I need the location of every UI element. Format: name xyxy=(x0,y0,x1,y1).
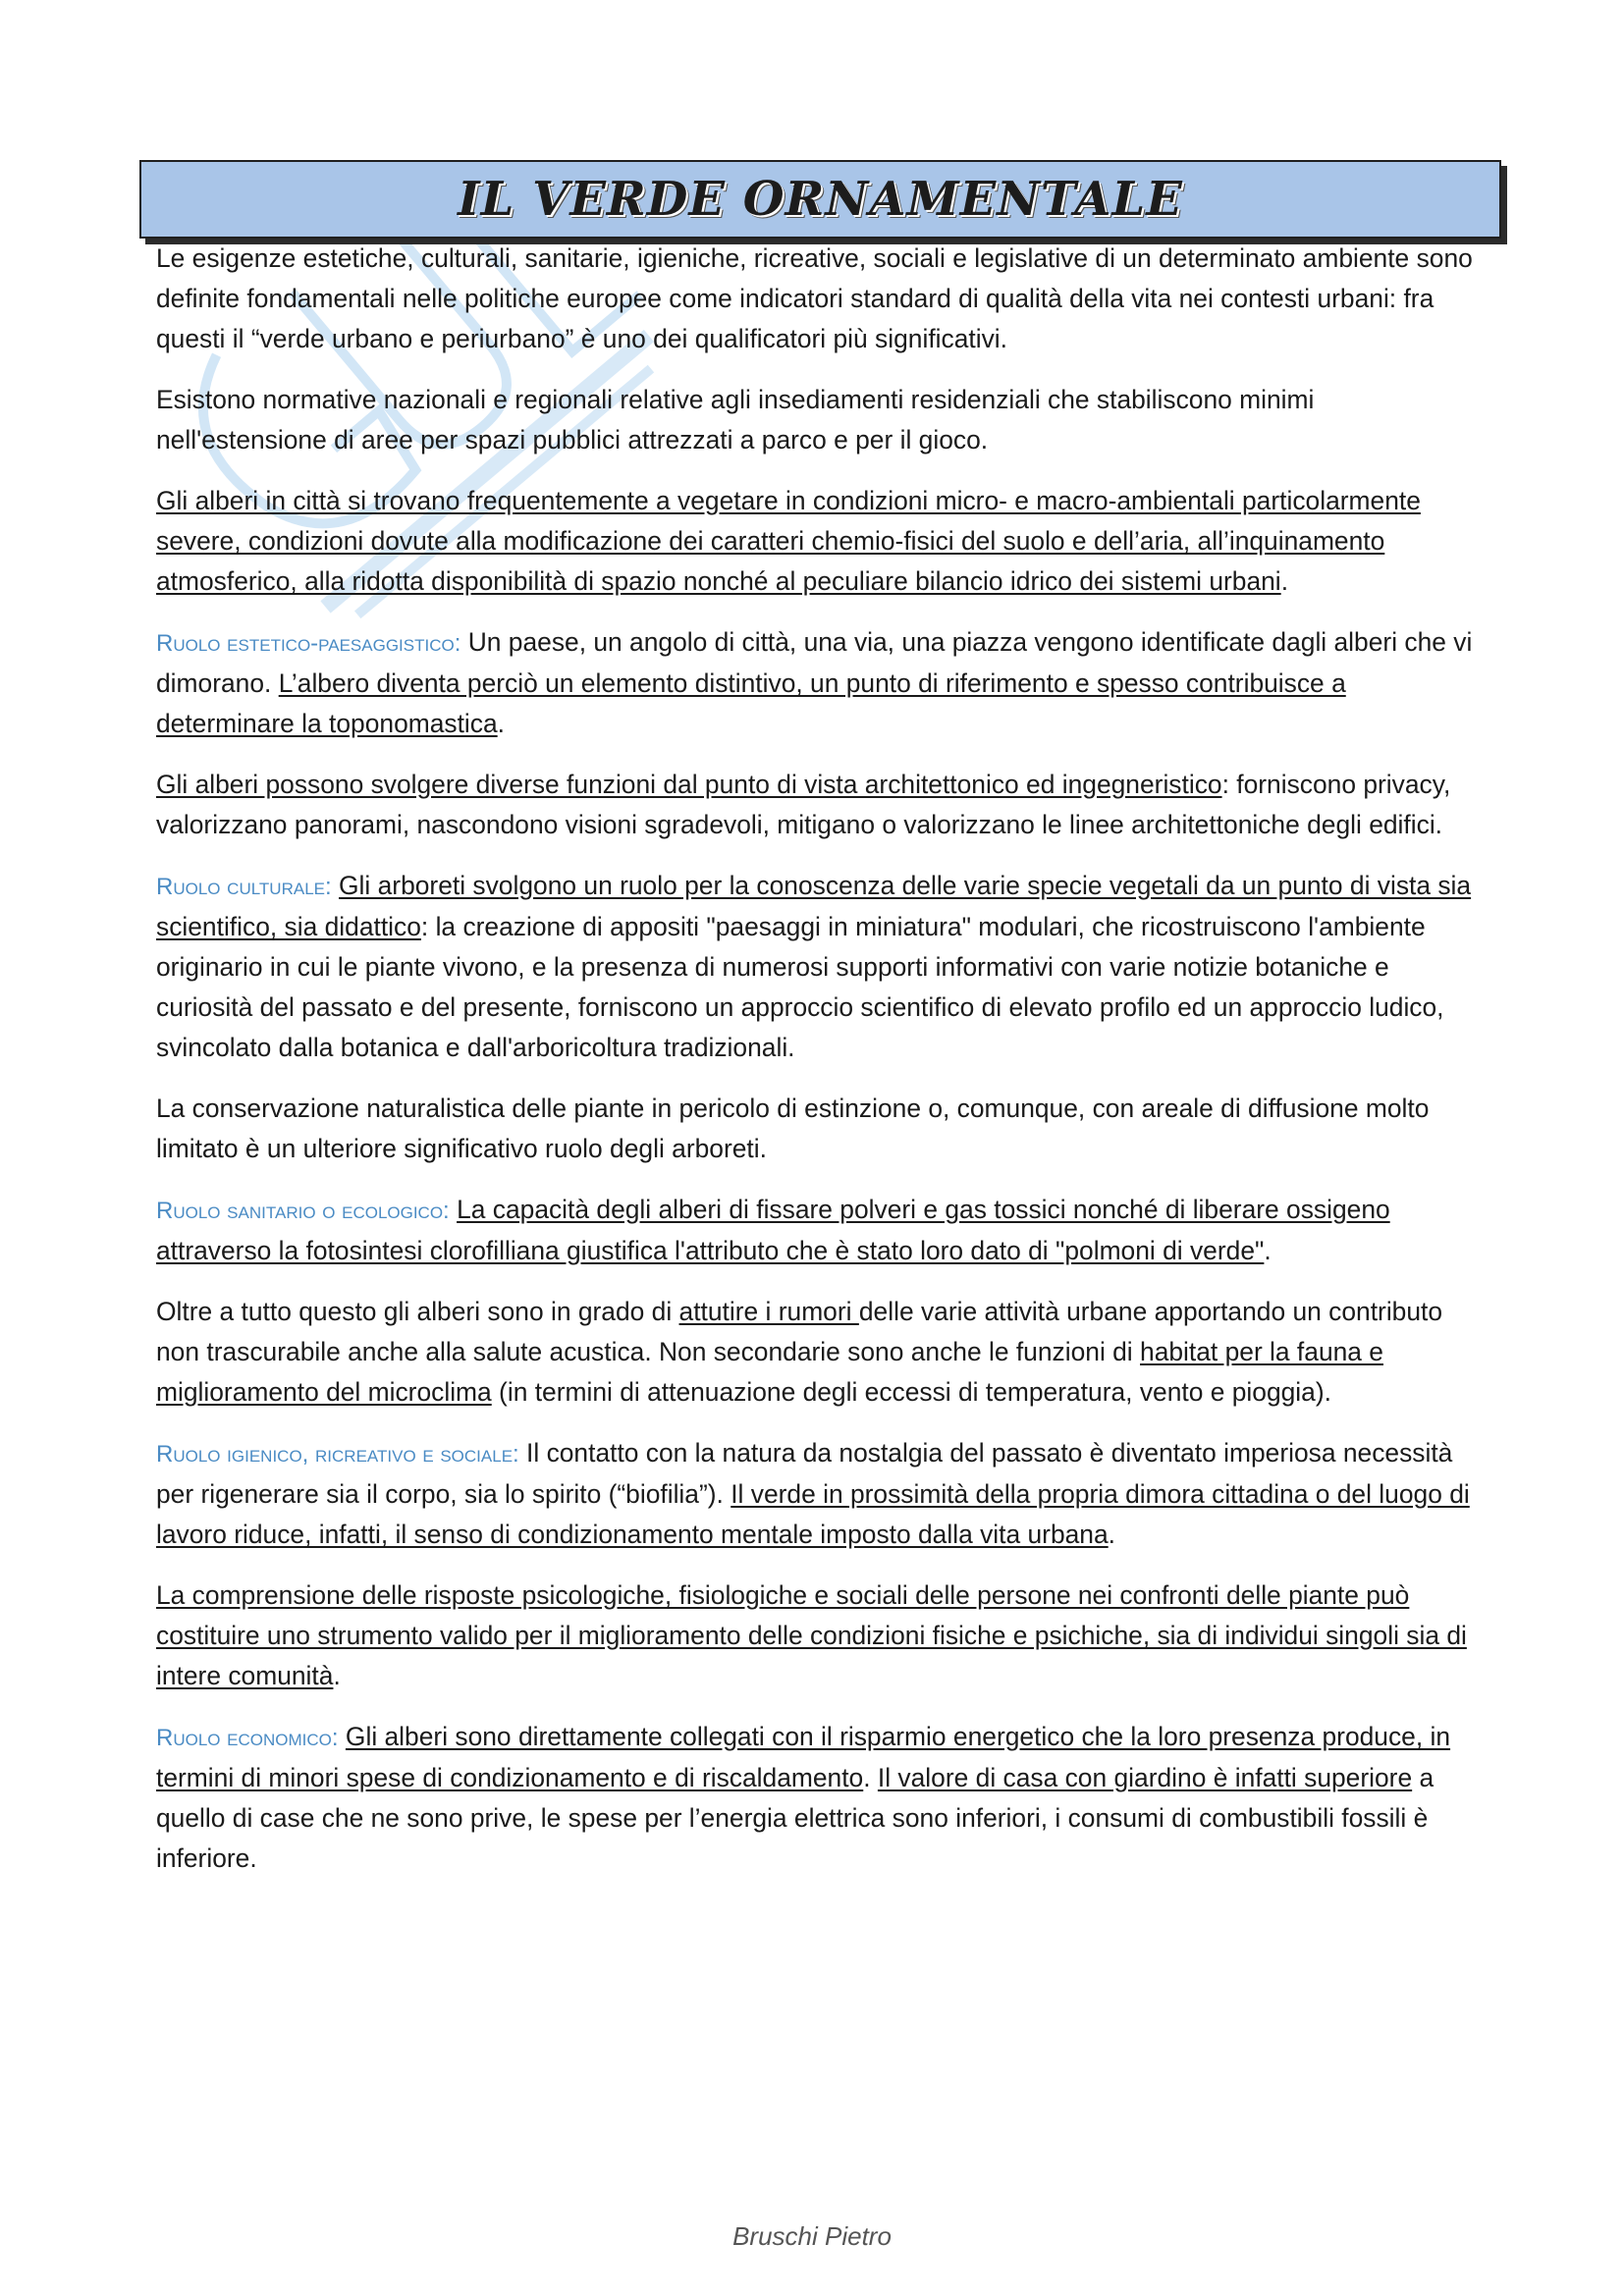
section-heading: Ruolo sanitario o ecologico: xyxy=(156,1198,450,1224)
paragraph-text: . xyxy=(497,709,506,738)
paragraph-text xyxy=(339,1722,346,1751)
paragraph-ruolo-igienico xyxy=(156,1433,1482,1555)
underlined-text: attutire i rumori xyxy=(678,1297,859,1326)
document-title: IL VERDE ORNAMENTALE xyxy=(458,172,1183,227)
paragraph-text: (in termini di attenuazione degli eccessi di temperatura, vento e pioggia). xyxy=(491,1377,1331,1407)
section-heading: Ruolo culturale: xyxy=(156,874,332,900)
paragraph-text: . xyxy=(1280,566,1289,596)
underlined-text: La capacità degli alberi di fissare polveri e gas tossici nonché di liberare ossigeno attraverso la fotosintesi clorofilliana giustifica l'attributo che è stato loro dato di "polmoni di verde" xyxy=(156,1195,1390,1265)
title-banner xyxy=(139,160,1501,239)
paragraph xyxy=(156,1575,1482,1696)
underlined-text: Gli alberi possono svolgere diverse funzioni dal punto di vista architettonico ed ingegneristico xyxy=(156,770,1222,799)
footer-author: Bruschi Pietro xyxy=(732,2221,892,2251)
paragraph-text: . xyxy=(863,1763,878,1792)
underlined-text: Il valore di casa con giardino è infatti superiore xyxy=(877,1763,1413,1792)
paragraph-ruolo-economico xyxy=(156,1717,1482,1879)
paragraph-text: : forniscono privacy, valorizzano panorami, nascondono visioni sgradevoli, mitigano o valorizzano le linee architettoniche degli edifici. xyxy=(156,770,1451,839)
paragraph-ruolo-sanitario xyxy=(156,1190,1482,1271)
section-heading: Ruolo igienico, ricreativo e sociale: xyxy=(156,1441,519,1468)
paragraph-text: Esistono normative nazionali e regionali relative agli insediamenti residenziali che stabiliscono minimi nell'estensione di aree per spazi pubblici attrezzati a parco e per il gioco. xyxy=(156,385,1315,454)
paragraph-ruolo-culturale xyxy=(156,866,1482,1068)
paragraph-text: La conservazione naturalistica delle piante in pericolo di estinzione o, comunque, con areale di diffusione molto limitato è un ulteriore significativo ruolo degli arboreti. xyxy=(156,1094,1430,1163)
paragraph-text xyxy=(332,871,339,900)
paragraph-text: . xyxy=(333,1661,341,1690)
paragraph-text: Il contatto con la natura da nostalgia del passato è diventato imperiosa necessità per rigenerare sia il corpo, sia lo spirito (“biofilia”). xyxy=(156,1438,1453,1509)
document-body xyxy=(156,239,1482,1899)
section-heading: Ruolo economico: xyxy=(156,1725,339,1751)
underlined-text: La comprensione delle risposte psicologiche, fisiologiche e sociali delle persone nei confronti delle piante può costituire uno strumento valido per il miglioramento delle condizioni fisiche e psichiche, sia di individui singoli sia di intere comunità xyxy=(156,1580,1467,1690)
paragraph-ruolo-estetico xyxy=(156,622,1482,744)
paragraph xyxy=(156,380,1482,460)
paragraph xyxy=(156,481,1482,602)
paragraph-text: a quello di case che ne sono prive, le spese per l’energia elettrica sono inferiori, i consumi di combustibili fossili è inferiore. xyxy=(156,1763,1435,1873)
section-heading: Ruolo estetico-paesaggistico: xyxy=(156,630,461,657)
paragraph xyxy=(156,1292,1482,1413)
underlined-text: L’albero diventa perciò un elemento distintivo, un punto di riferimento e spesso contribuisce a determinare la toponomastica xyxy=(156,668,1346,738)
paragraph-text: Le esigenze estetiche, culturali, sanitarie, igieniche, ricreative, sociali e legislative di un determinato ambiente sono definite fondamentali nelle politiche europee come indicatori standard di qualità della vita nei contesti urbani: fra questi il “verde urbano e periurbano” è uno dei qualificatori più significativi. xyxy=(156,243,1473,353)
paragraph-text: : la creazione di appositi "paesaggi in miniatura" modulari, che ricostruiscono l'ambiente originario in cui le piante vivono, e la presenza di numerosi supporti informativi con varie notizie botaniche e curiosità del passato e del presente, forniscono un approccio scientifico di elevato profilo ed un approccio ludico, svincolato dalla botanica e dall'arboricoltura tradizionali. xyxy=(156,912,1444,1062)
paragraph-text: . xyxy=(1108,1520,1116,1549)
paragraph-text: Un paese, un angolo di città, una via, una piazza vengono identificate dagli alberi che vi dimorano. xyxy=(156,627,1473,698)
paragraph-text: delle varie attività urbane apportando un contributo non trascurabile anche alla salute acustica. Non secondarie sono anche le funzioni di xyxy=(156,1297,1443,1366)
paragraph xyxy=(156,765,1482,845)
paragraph-text: . xyxy=(1264,1236,1272,1265)
paragraph xyxy=(156,239,1482,359)
underlined-text: Il verde in prossimità della propria dimora cittadina o del luogo di lavoro riduce, infatti, il senso di condizionamento mentale imposto dalla vita urbana xyxy=(156,1479,1470,1549)
paragraph-text xyxy=(450,1195,457,1224)
underlined-text: Gli alberi sono direttamente collegati con il risparmio energetico che la loro presenza produce, in termini di minori spese di condizionamento e di riscaldamento xyxy=(156,1722,1451,1792)
underlined-text: Gli arboreti svolgono un ruolo per la conoscenza delle varie specie vegetali da un punto di vista sia scientifico, sia didattico xyxy=(156,871,1472,941)
underlined-text: habitat per la fauna e miglioramento del microclima xyxy=(156,1337,1383,1407)
underlined-text: Gli alberi in città si trovano frequentemente a vegetare in condizioni micro- e macro-ambientali particolarmente severe, condizioni dovute alla modificazione dei caratteri chemio-fisici del suolo e dell’aria, all’inquinamento atmosferico, alla ridotta disponibilità di spazio nonché al peculiare bilancio idrico dei sistemi urbani xyxy=(156,486,1421,596)
paragraph xyxy=(156,1089,1482,1169)
paragraph-text: Oltre a tutto questo gli alberi sono in grado di xyxy=(156,1297,679,1326)
